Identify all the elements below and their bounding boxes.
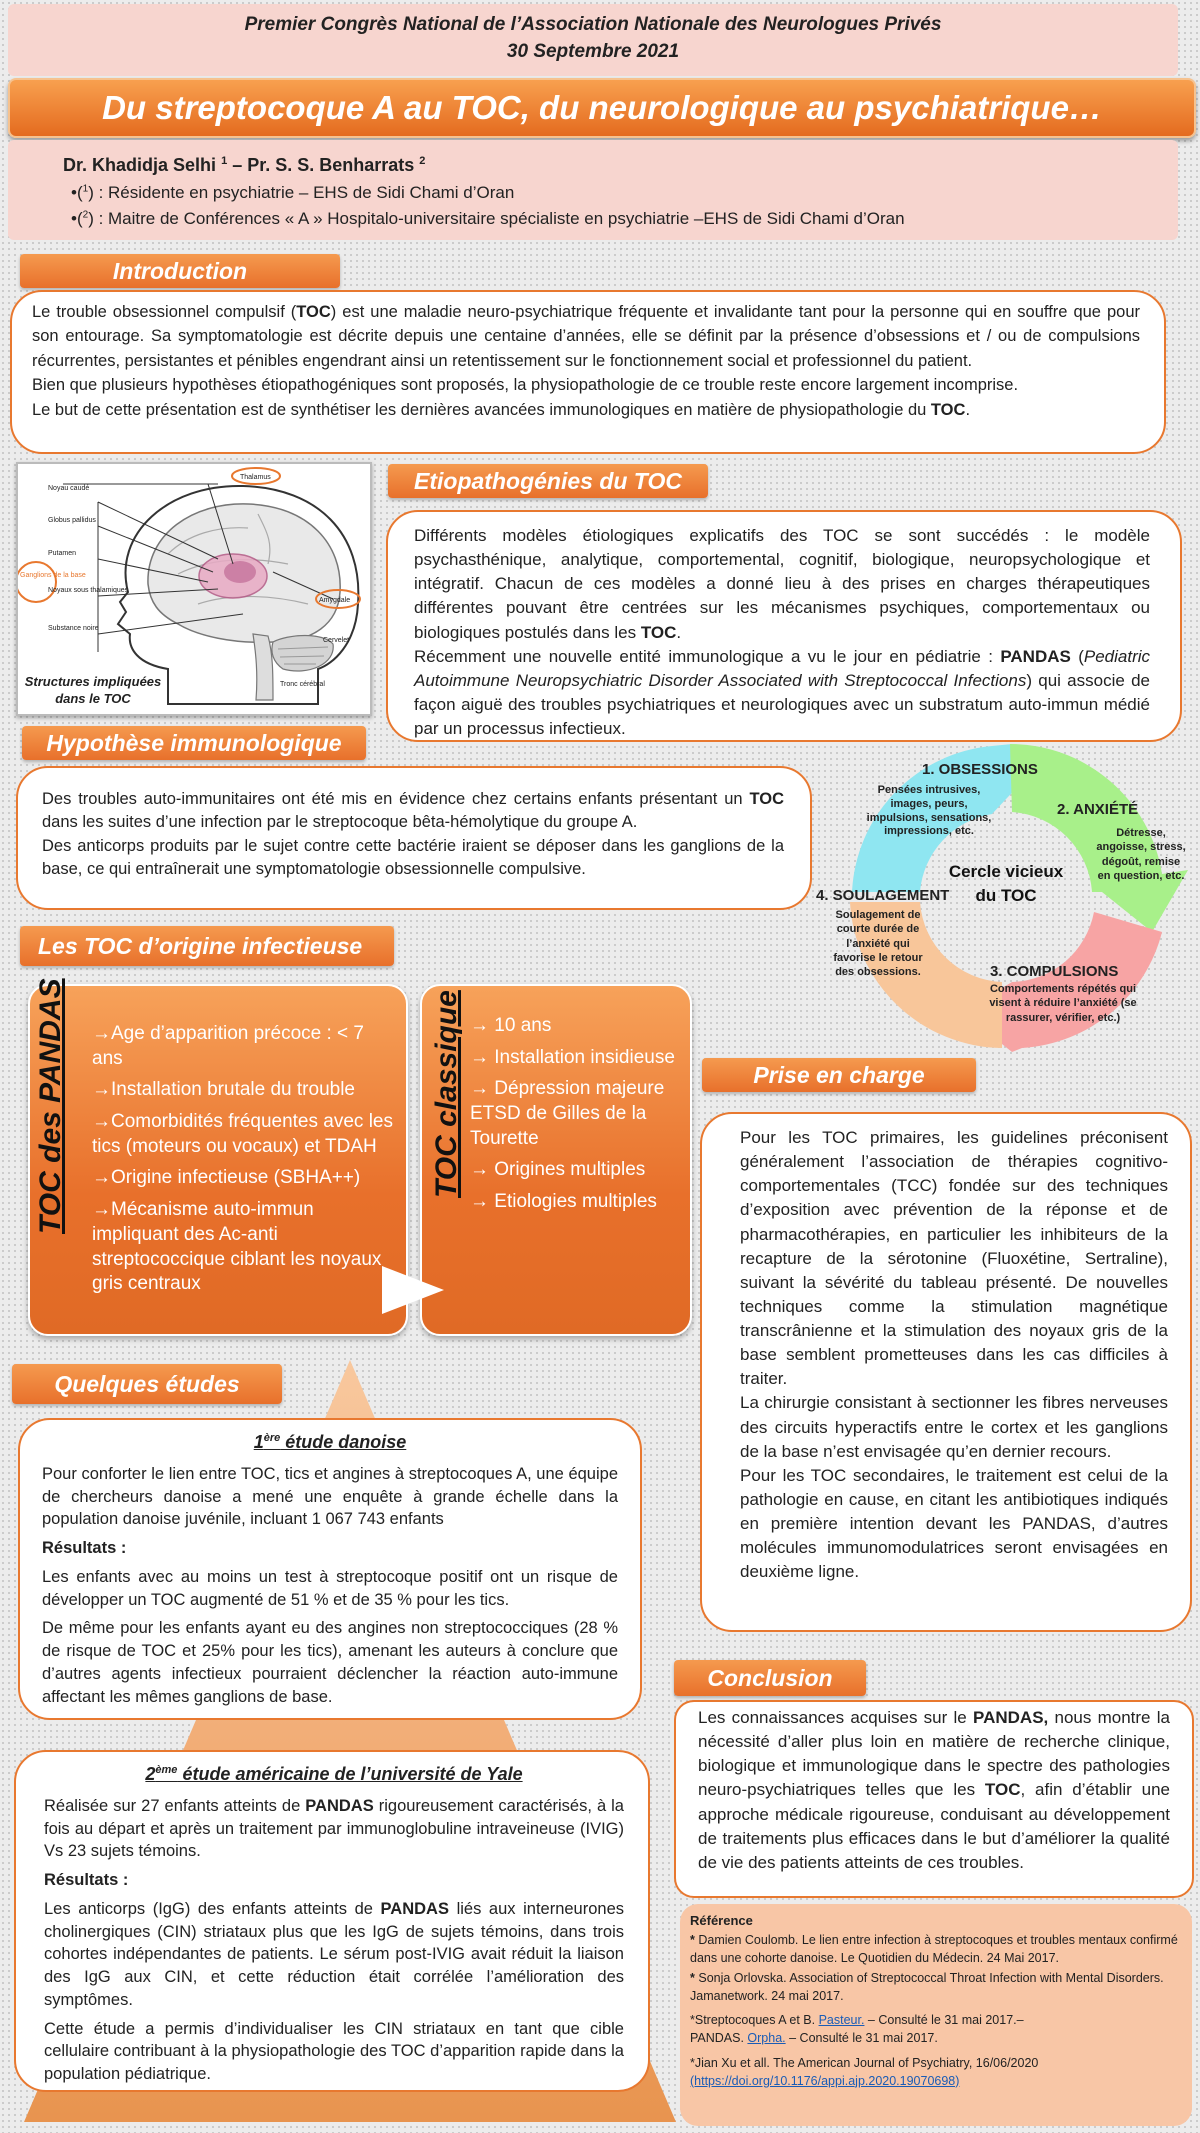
congress-band [8, 4, 1178, 76]
conclusion-card [674, 1700, 1194, 1898]
orpha-link[interactable]: Orpha. [747, 2031, 786, 2046]
label-tronc: Tronc cérébral [280, 681, 325, 688]
prise-card [700, 1112, 1192, 1632]
cycle-center: Cercle vicieux du TOC [948, 862, 1064, 905]
pandas-item: →Installation brutale du trouble [92, 1079, 355, 1101]
congress-name: Premier Congrès National de l’Association Nationale des Neurologues Privés [244, 14, 942, 35]
etude-1-card [18, 1418, 642, 1720]
reference-1: * Damien Coulomb. Le lien entre infection à streptocoques et troubles mentaux confirmé dans une cohorte danoise. Le Quotidien du Médecin. 24 Mai 2017. [690, 1932, 1178, 1965]
prise-paragraph-1: Pour les TOC primaires, les guidelines préconisent généralement l’association de thérapies cognitivo-comportementales (TCC) fondée sur des techniques d’exposition avec prévention de la réponse et de pharmacothérapies, en particulier les inhibiteurs de la recapture de la sérotonine (Fluoxétine, Sertraline), suivant la sévérité du tableau présenté. De nouvelles techniques comme la stimulation magnétique transcrânienne et la stimulation des noyaux gris de la base semblent prometteuses dans les cas difficiles à traiter. [740, 1128, 1168, 1389]
authors-band [8, 140, 1178, 240]
prise-paragraph-3: Pour les TOC secondaires, le traitement est celui de la pathologie en cause, en citant les antibiotiques indiqués en première intention devant les PANDAS, d’autres molécules immunomodulatrices seront envisagées en deuxième ligne. [740, 1465, 1168, 1582]
etio-paragraph-2: Récemment une nouvelle entité immunologique a vu le jour en pédiatrie : PANDAS (Pediatric Autoimmune Neuropsychiatric Disorder Associated with Streptococcal Infections) qui associe de façon aiguë des troubles psychiatriques et neurologiques avec un substratum auto-immun médié par un processus infectieux. [414, 646, 1151, 738]
etude-2-results-label: Résultats : [44, 1871, 129, 1890]
classique-item: → Etiologies multiples [470, 1191, 657, 1213]
etio-paragraph-1: Différents modèles étiologiques explicatifs des TOC se sont succédés : le modèle psychasthénique, analytique, comportemental, cognitif, biologique, neuropsychologique et intégratif. Chacun de ces modèles a donné lieu à des prises en charges thérapeutiques différentes pouvant être centrées sur les mécanismes psychiques, comportementaux ou biologiques postulés dans les TOC. [414, 526, 1150, 642]
classique-item: → 10 ans [470, 1015, 552, 1036]
label-thalamus: Thalamus [240, 474, 271, 481]
cycle-step-1-text: Pensées intrusives, images, peurs, impulsions, sensations, impressions, etc. [866, 784, 992, 838]
label-putamen: Putamen [48, 550, 77, 557]
etio-card [386, 510, 1182, 742]
pandas-item: →Origine infectieuse (SBHA++) [92, 1167, 361, 1189]
pandas-item: →Comorbidités fréquentes avec les tics (moteurs ou vocaux) et TDAH [92, 1111, 393, 1157]
etude-1-title: 1ère étude danoise [253, 1432, 407, 1452]
label-cervelet: Cervelet [323, 637, 350, 644]
references-heading: Référence [690, 1913, 753, 1928]
brain-figure [16, 462, 372, 716]
cycle-step-2-title: 2. ANXIÉTÉ [1057, 801, 1139, 818]
etude-2-card [14, 1750, 650, 2092]
reference-4: *Jian Xu et all. The American Journal of Psychiatry, 16/06/2020 (https://doi.org/10.1176/appi.ajp.2020.19070698) [690, 2055, 1039, 2088]
hypothese-card [16, 766, 812, 910]
pandas-title: TOC des PANDAS [34, 978, 67, 1234]
affiliation-1: •($^1$) : Résidente en psychiatrie – EHS de Sidi Chami d’Oran [71, 182, 515, 202]
etude-1-paragraph-2: Les enfants avec au moins un test à streptocoque positif ont un risque de développer un TOC augmenté de 51 % et de 35 % pour les tics. [42, 1567, 618, 1609]
poster-title [8, 78, 1196, 138]
doi-link[interactable]: (https://doi.org/10.1176/appi.ajp.2020.19070698) [690, 2073, 960, 2088]
classique-title: TOC classique [430, 990, 463, 1198]
classique-item: → Installation insidieuse [470, 1046, 675, 1068]
cycle-step-3-text: Comportements répétés qui visent à réduire l’anxiété (se rassurer, vérifier, etc.) [989, 983, 1137, 1024]
pandas-item: →Mécanisme auto-immun impliquant des Ac-anti streptococcique ciblant les noyaux gris centraux [92, 1199, 382, 1295]
label-noyau-caude: Noyau caudé [48, 485, 90, 492]
title-text: Du streptocoque A au TOC, du neurologique au psychiatrique… [102, 89, 1102, 126]
label-substance: Substance noire [48, 625, 99, 632]
pandas-box [28, 984, 408, 1336]
hypothese-paragraph-2: Des anticorps produits par le sujet contre cette bactérie iraient se déposer dans les ganglions de la base, ce qui entraînerait une symptomatologie obsessionnelle compulsive. [42, 836, 784, 879]
classique-item: → Dépression majeure ETSD de Gilles de la Tourette [470, 1078, 665, 1149]
classique-list [470, 1014, 686, 1215]
authors: Dr. Khadidja Selhi $^1$ – Pr. S. S. Benharrats $^2$ [63, 155, 426, 175]
introduction-heading: Introduction [20, 254, 340, 288]
label-globus: Globus pallidus [48, 517, 96, 524]
etudes-heading: Quelques études [12, 1364, 282, 1404]
etude-2-paragraph-3: Cette étude a permis d’individualiser les CIN striataux en tant que cible cellulaire contribuant à la physiopathologie des TOC d’apparition rapide dans la population pédiatrique. [44, 2019, 624, 2084]
etude-2-paragraph-1: Réalisée sur 27 enfants atteints de PANDAS rigoureusement caractérisés, à la fois au départ et après un traitement par immunoglobuline intraveineuse (IVIG) Vs 23 sujets témoins. [44, 1796, 624, 1861]
classique-item: → Origines multiples [470, 1159, 646, 1181]
pandas-item: →Age d’apparition précoce : < 7 ans [92, 1023, 364, 1069]
cycle-step-4-title: 4. SOULAGEMENT [816, 887, 950, 904]
references-box [680, 1904, 1192, 2126]
reference-3: *Streptocoques A et B. Pasteur. – Consulté le 31 mai 2017.– PANDAS. Orpha. – Consulté le 31 mai 2017. [690, 2013, 1024, 2046]
comparison-arrow [382, 1266, 444, 1314]
label-ganglions: Ganglions de la base [20, 572, 86, 579]
toc-cycle-diagram [812, 744, 1200, 1056]
intro-paragraph-2: Bien que plusieurs hypothèses étiopathogéniques sont proposés, la physiopathologie de ce trouble reste encore largement incomprise. [32, 376, 1019, 395]
etude-2-title: 2ème étude américaine de l’université de Yale [145, 1764, 523, 1784]
reference-2: * Sonja Orlovska. Association of Streptococcal Throat Infection with Mental Disorders. Jamanetwork. 24 mai 2017. [690, 1971, 1164, 2004]
label-amygdale: Amygdale [319, 597, 351, 604]
hypothese-paragraph-1: Des troubles auto-immunitaires ont été mis en évidence chez certains enfants présentant un TOC dans les suites d’une infection par le streptocoque bêta-hémolytique du groupe A. [42, 790, 784, 832]
etio-heading: Etiopathogénies du TOC [388, 464, 708, 498]
cycle-step-1-title: 1. OBSESSIONS [922, 761, 1038, 778]
prise-heading: Prise en charge [702, 1058, 976, 1092]
conclusion-heading: Conclusion [674, 1660, 866, 1696]
infectieuse-heading: Les TOC d’origine infectieuse [20, 926, 394, 966]
prise-paragraph-2: La chirurgie consistant à sectionner les fibres nerveuses des circuits hyperactifs entre le cortex et les ganglions de la base n’est envisagée qu’en dernier recours. [740, 1393, 1168, 1461]
label-noyaux: Noyaux sous thalamiques [48, 587, 129, 594]
cycle-step-3-title: 3. COMPULSIONS [990, 963, 1119, 980]
conclusion-paragraph: Les connaissances acquises sur le PANDAS, nous montre la nécessité d’aller plus loin en matière de recherche clinique, biologique et immunologique dans le spectre des pathologies neuro-psychiatriques telles que les TOC, afin d’établir une approche médicale rigoureuse, conduisant au développement de traitements plus efficaces dans le but d’améliorer la qualité de vie des patients atteints de ces troubles. [698, 1708, 1170, 1872]
affiliation-2: •($^2$) : Maitre de Conférences « A » Hospitalo-universitaire spécialiste en psychiatrie –EHS de Sidi Chami d’Oran [71, 209, 905, 229]
etude-1-paragraph-1: Pour conforter le lien entre TOC, tics et angines à streptocoques A, une équipe de chercheurs danoise a mené une enquête à grande échelle dans la population danoise juvénile, incluant 1 067 743 enfants [42, 1464, 618, 1529]
congress-date: 30 Septembre 2021 [506, 40, 680, 62]
pasteur-link[interactable]: Pasteur. [818, 2013, 865, 2028]
intro-paragraph-3: Le but de cette présentation est de synthétiser les dernières avancées immunologiques en matière de physiopathologie du TOC. [32, 400, 971, 419]
etude-2-paragraph-2: Les anticorps (IgG) des enfants atteints de PANDAS liés aux interneurones cholinergiques (CIN) striataux plus que les IgG de sujets témoins, dans trois cohortes indépendantes de patients. Le sérum post-IVIG avait réduit la liaison des IgG aux CIN, et cette réduction était corrélée l’amélioration des symptômes. [44, 1899, 625, 2009]
hypothese-heading: Hypothèse immunologique [22, 726, 366, 760]
etude-1-results-label: Résultats : [42, 1539, 127, 1558]
intro-paragraph-1: Le trouble obsessionnel compulsif (TOC) est une maladie neuro-psychiatrique fréquente et invalidante tant pour la personne qui en souffre que pour son entourage. Sa symptomatologie est décrite depuis une centaine d’années, elle se définit par la présence d’obsessions et / ou de compulsions récurrentes, persistantes et pénibles engendrant ainsi un retentissement sur le fonctionnement social et professionnel du patient. [32, 303, 1140, 370]
cycle-svg [812, 744, 1200, 1056]
cycle-step-2-text: Détresse, angoisse, stress, dégoût, remise en question, etc. [1096, 827, 1186, 882]
cycle-step-4-text: Soulagement de courte durée de l’anxiété qui favorise le retour des obsessions. [833, 909, 923, 979]
introduction-card [10, 290, 1166, 454]
etude-1-paragraph-3: De même pour les enfants ayant eu des angines non streptococciques (28 % de risque de TOC et 25% pour les tics), amenant les auteurs à conclure que d’autres agents infectieux pourraient déclencher la réaction auto-immune affectant les mêmes ganglions de base. [42, 1619, 618, 1706]
pandas-list [92, 1022, 398, 1297]
brain-caption: Structures impliquées dans le TOC [24, 674, 162, 706]
